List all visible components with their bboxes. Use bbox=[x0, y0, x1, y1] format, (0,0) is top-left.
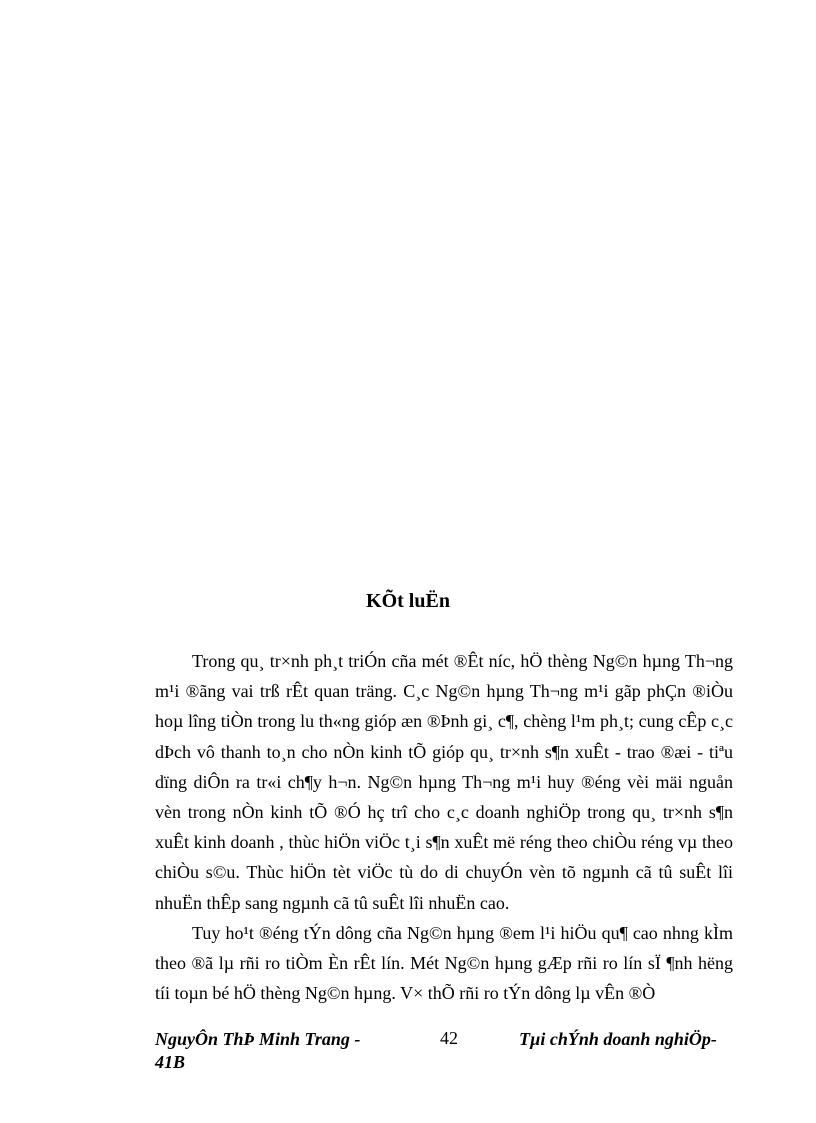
body-text bbox=[155, 646, 733, 1008]
footer-author: NguyÔn ThÞ Minh Trang - 41B bbox=[155, 1029, 361, 1072]
section-title: KÕt luËn bbox=[366, 590, 450, 612]
paragraph-2: Tuy ho¹t ®éng tÝn dông cña Ng©n hµng ®em l¹i hiÖu qu¶ cao nhng kÌm theo ®ã lµ rñi ro tiÒm Èn rÊt lín. Mét Ng©n hµng gÆp rñi ro lín sÏ ¶nh hëng tíi toµn bé hÖ thèng Ng©n hµng. V× thÕ rñi ro tÝn dông lµ vÊn ®Ò bbox=[155, 922, 733, 1004]
footer-course: Tµi chÝnh doanh nghiÖp- bbox=[519, 1029, 717, 1049]
page-number: 42 bbox=[440, 1028, 458, 1048]
paragraph-1: Trong qu¸ tr×nh ph¸t triÓn cña mét ®Êt níc, hÖ thèng Ng©n hµng Th¬ng m¹i ®ãng vai trß rÊt quan träng. C¸c Ng©n hµng Th¬ng m¹i gãp phÇn ®iÒu hoµ lîng tiÒn trong lu th«ng gióp æn ®Þnh gi¸ c¶, chèng l¹m ph¸t; cung cÊp c¸c dÞch vô thanh to¸n cho nÒn kinh tÕ gióp qu¸ tr×nh s¶n xuÊt - trao ®æi - tiªu dïng diÔn ra tr«i ch¶y h¬n. Ng©n hµng Th¬ng m¹i huy ®éng vèi mäi nguån vèn trong nÒn kinh tÕ ®Ó hç trî cho c¸c doanh nghiÖp trong qu¸ tr×nh s¶n xuÊt kinh doanh , thùc hiÖn viÖc t¸i s¶n xuÊt më réng theo chiÒu réng vµ theo chiÒu s©u. Thùc hiÖn tèt viÖc tù do di chuyÓn vèn tõ ngµnh cã tû suÊt lîi nhuËn thÊp sang ngµnh cã tû suÊt lîi nhuËn cao. bbox=[155, 651, 733, 913]
